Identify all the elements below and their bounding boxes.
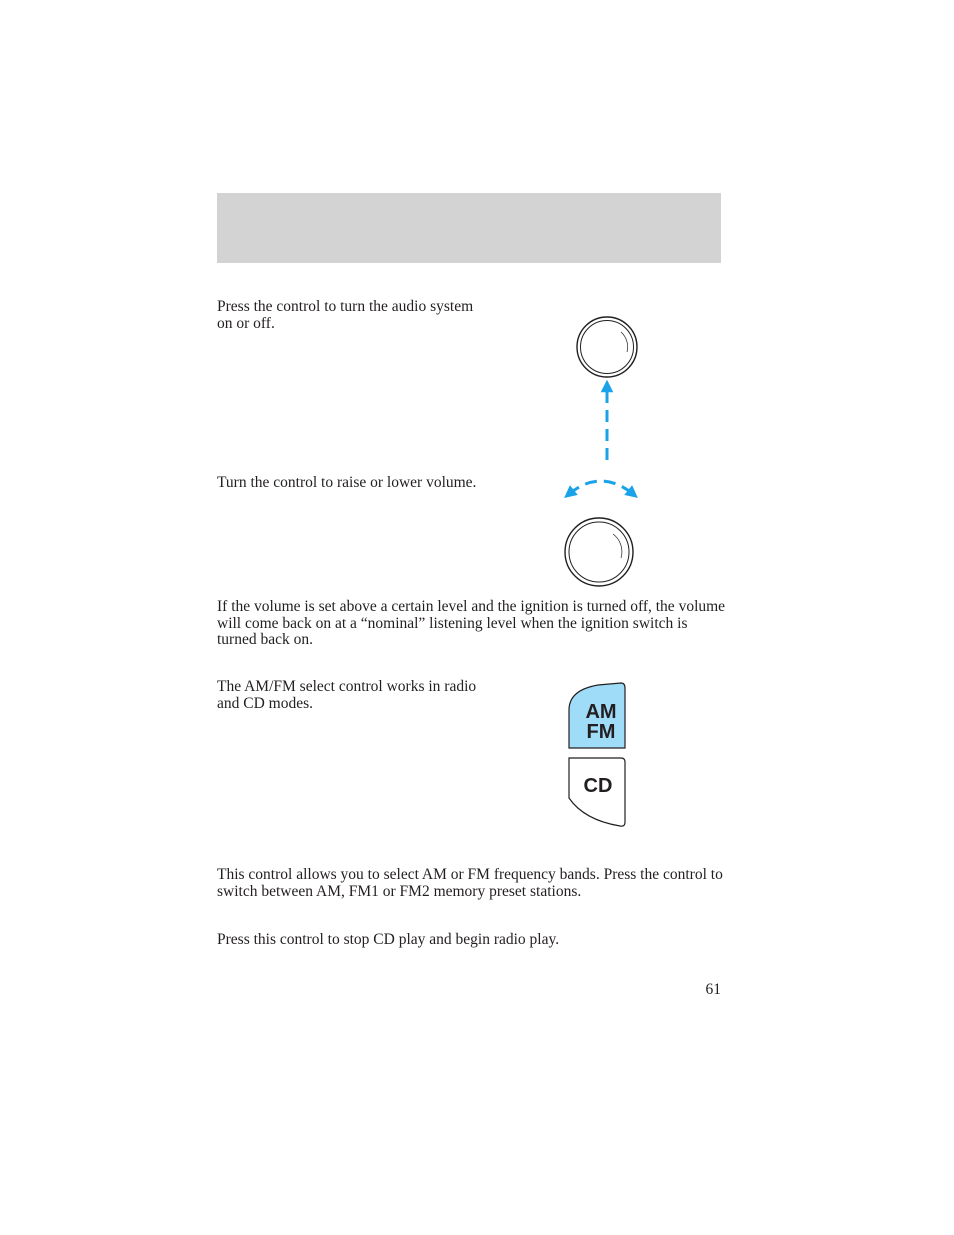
amfm-bands-description: This control allows you to select AM or FM frequency bands. Press the control to switch between AM, FM1 or FM2 memory preset stations. (217, 866, 723, 900)
amfm-select-description: The AM/FM select control works in radio and CD modes. (217, 678, 477, 712)
section-header-band (217, 193, 721, 263)
cd-button (569, 758, 625, 826)
volume-knob-icon (565, 518, 633, 586)
amfm-cd-buttons-illustration (560, 680, 635, 830)
rotate-arrow-icon (569, 481, 633, 494)
amfm-button (569, 683, 625, 748)
amfm-label-fm: FM (586, 721, 616, 743)
volume-instruction: Turn the control to raise or lower volume. (217, 474, 477, 491)
volume-note: If the volume is set above a certain level and the ignition is turned off, the volume will come back on at a “nominal” listening level when the ignition switch is turned back on. (217, 598, 726, 648)
page-number: 61 (705, 981, 721, 998)
cd-label: CD (583, 775, 613, 797)
power-instruction: Press the control to turn the audio system on or off. (217, 298, 474, 332)
audio-knob-illustration (555, 310, 655, 590)
power-knob-icon (577, 317, 637, 377)
cd-stop-description: Press this control to stop CD play and begin radio play. (217, 931, 560, 948)
amfm-label-am: AM (585, 701, 617, 723)
